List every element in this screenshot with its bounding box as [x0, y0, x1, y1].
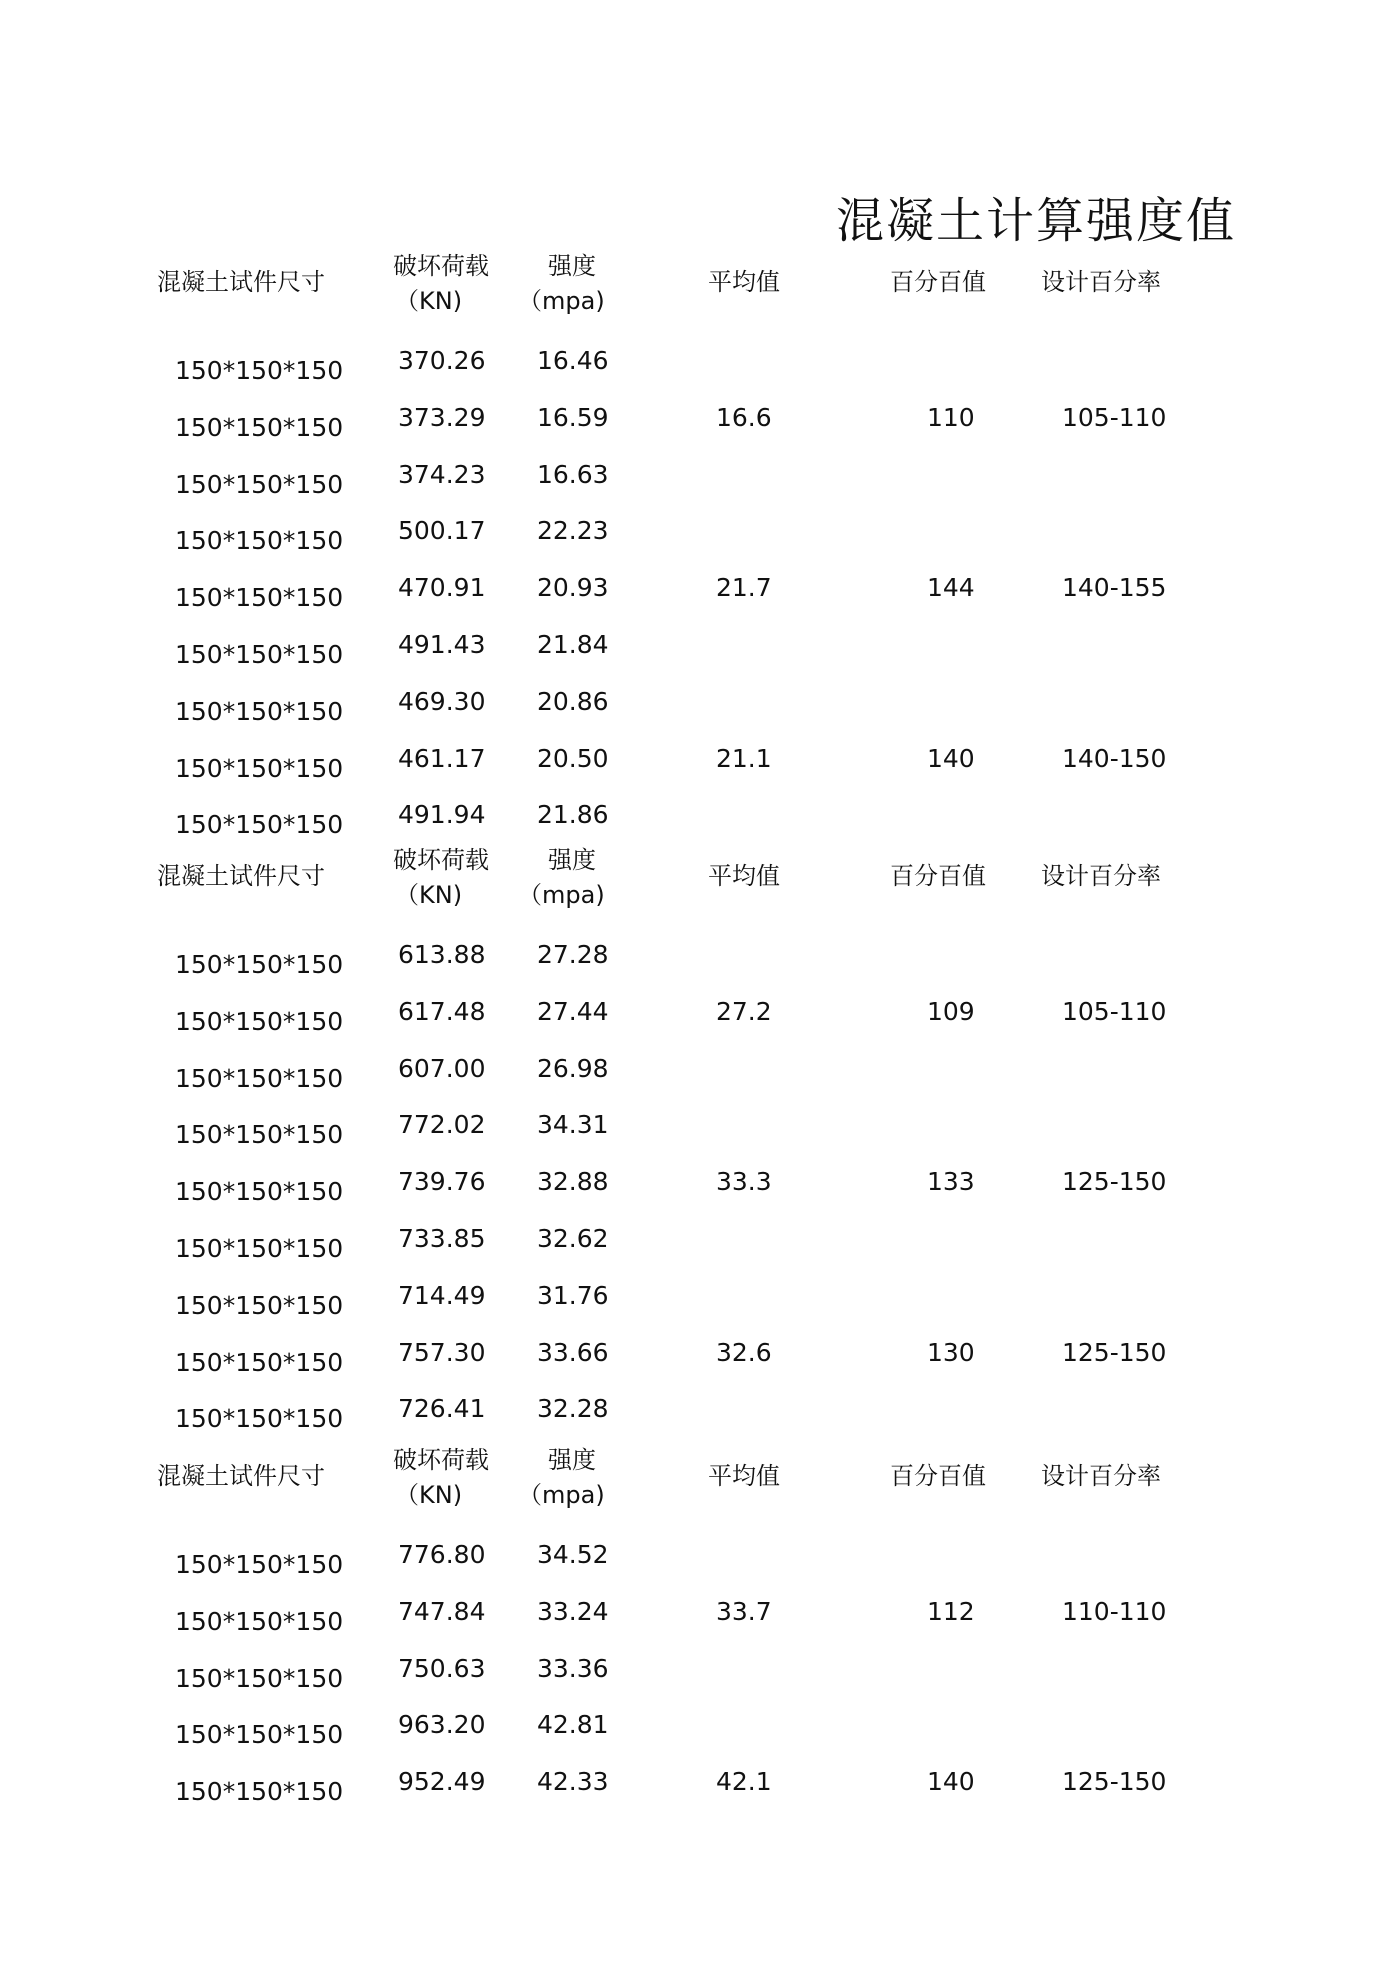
specimen-size: 150*150*150: [175, 469, 344, 499]
header-design: 设计百分率: [1041, 862, 1161, 890]
strength-value: 20.86: [537, 686, 609, 716]
strength-value: 42.33: [537, 1767, 609, 1797]
strength-value: 20.93: [537, 573, 609, 603]
strength-value: 34.31: [537, 1110, 609, 1140]
specimen-size: 150*150*150: [175, 696, 344, 726]
failure-load: 757.30: [398, 1337, 486, 1367]
strength-value: 21.86: [537, 800, 609, 830]
failure-load: 617.48: [398, 996, 486, 1026]
specimen-size: 150*150*150: [175, 810, 344, 840]
header-load-unit: （KN): [395, 287, 463, 315]
specimen-size: 150*150*150: [175, 1290, 344, 1320]
failure-load: 491.94: [398, 800, 486, 830]
strength-value: 33.24: [537, 1596, 609, 1626]
specimen-size: 150*150*150: [175, 526, 344, 556]
failure-load: 607.00: [398, 1053, 486, 1083]
failure-load: 750.63: [398, 1653, 486, 1683]
percent-value: 130: [927, 1337, 975, 1367]
design-percent-range: 105-110: [1062, 996, 1167, 1026]
header-size: 混凝土试件尺寸: [157, 268, 325, 296]
header-strength-unit: （mpa): [518, 881, 605, 909]
strength-value: 20.50: [537, 743, 609, 773]
header-load-unit: （KN): [395, 881, 463, 909]
percent-value: 109: [927, 996, 975, 1026]
strength-value: 16.46: [537, 346, 609, 375]
strength-value: 33.66: [537, 1337, 609, 1367]
header-design: 设计百分率: [1041, 1462, 1161, 1490]
percent-value: 140: [927, 1767, 975, 1797]
strength-value: 16.63: [537, 459, 609, 489]
header-strength: 强度: [548, 252, 596, 280]
header-load: 破坏荷载: [393, 252, 489, 280]
strength-value: 32.88: [537, 1167, 609, 1197]
average-value: 33.3: [716, 1167, 772, 1197]
specimen-size: 150*150*150: [175, 1120, 344, 1150]
specimen-size: 150*150*150: [175, 583, 344, 613]
failure-load: 461.17: [398, 743, 486, 773]
strength-value: 31.76: [537, 1280, 609, 1310]
failure-load: 747.84: [398, 1596, 486, 1626]
failure-load: 776.80: [398, 1540, 486, 1569]
failure-load: 963.20: [398, 1710, 486, 1740]
header-size: 混凝土试件尺寸: [157, 862, 325, 890]
average-value: 21.7: [716, 573, 772, 603]
strength-value: 16.59: [537, 402, 609, 432]
percent-value: 133: [927, 1167, 975, 1197]
specimen-size: 150*150*150: [175, 356, 344, 385]
header-percent: 百分百值: [890, 268, 986, 296]
header-average: 平均值: [708, 1462, 780, 1490]
percent-value: 110: [927, 402, 975, 432]
failure-load: 613.88: [398, 940, 486, 969]
average-value: 16.6: [716, 402, 772, 432]
specimen-size: 150*150*150: [175, 1720, 344, 1750]
design-percent-range: 140-150: [1062, 743, 1167, 773]
strength-value: 32.28: [537, 1394, 609, 1424]
specimen-size: 150*150*150: [175, 1404, 344, 1434]
header-strength-unit: （mpa): [518, 1481, 605, 1509]
strength-value: 33.36: [537, 1653, 609, 1683]
header-load: 破坏荷载: [393, 846, 489, 874]
strength-value: 21.84: [537, 630, 609, 659]
strength-value: 26.98: [537, 1053, 609, 1083]
strength-value: 27.28: [537, 940, 609, 969]
strength-value: 34.52: [537, 1540, 609, 1569]
design-percent-range: 125-150: [1062, 1767, 1167, 1797]
failure-load: 470.91: [398, 573, 486, 603]
failure-load: 952.49: [398, 1767, 486, 1797]
header-percent: 百分百值: [890, 862, 986, 890]
failure-load: 714.49: [398, 1280, 486, 1310]
header-strength: 强度: [548, 1446, 596, 1474]
header-load: 破坏荷载: [393, 1446, 489, 1474]
failure-load: 739.76: [398, 1167, 486, 1197]
percent-value: 112: [927, 1596, 975, 1626]
strength-value: 22.23: [537, 516, 609, 546]
failure-load: 772.02: [398, 1110, 486, 1140]
specimen-size: 150*150*150: [175, 1550, 344, 1579]
design-percent-range: 110-110: [1062, 1596, 1167, 1626]
failure-load: 733.85: [398, 1224, 486, 1253]
specimen-size: 150*150*150: [175, 1063, 344, 1093]
header-percent: 百分百值: [890, 1462, 986, 1490]
percent-value: 144: [927, 573, 975, 603]
specimen-size: 150*150*150: [175, 1006, 344, 1036]
specimen-size: 150*150*150: [175, 1234, 344, 1263]
percent-value: 140: [927, 743, 975, 773]
header-size: 混凝土试件尺寸: [157, 1462, 325, 1490]
failure-load: 469.30: [398, 686, 486, 716]
design-percent-range: 140-155: [1062, 573, 1167, 603]
specimen-size: 150*150*150: [175, 640, 344, 669]
specimen-size: 150*150*150: [175, 1347, 344, 1377]
average-value: 42.1: [716, 1767, 772, 1797]
average-value: 21.1: [716, 743, 772, 773]
strength-value: 32.62: [537, 1224, 609, 1253]
specimen-size: 150*150*150: [175, 950, 344, 979]
strength-value: 27.44: [537, 996, 609, 1026]
header-average: 平均值: [708, 268, 780, 296]
average-value: 32.6: [716, 1337, 772, 1367]
specimen-size: 150*150*150: [175, 1663, 344, 1693]
header-load-unit: （KN): [395, 1481, 463, 1509]
header-strength-unit: （mpa): [518, 287, 605, 315]
design-percent-range: 125-150: [1062, 1337, 1167, 1367]
specimen-size: 150*150*150: [175, 412, 344, 442]
header-average: 平均值: [708, 862, 780, 890]
header-design: 设计百分率: [1041, 268, 1161, 296]
specimen-size: 150*150*150: [175, 753, 344, 783]
failure-load: 726.41: [398, 1394, 486, 1424]
failure-load: 370.26: [398, 346, 486, 375]
header-strength: 强度: [548, 846, 596, 874]
specimen-size: 150*150*150: [175, 1177, 344, 1207]
average-value: 27.2: [716, 996, 772, 1026]
design-percent-range: 125-150: [1062, 1167, 1167, 1197]
failure-load: 491.43: [398, 630, 486, 659]
page-title: 混凝土计算强度值: [836, 193, 1237, 249]
strength-value: 42.81: [537, 1710, 609, 1740]
failure-load: 500.17: [398, 516, 486, 546]
specimen-size: 150*150*150: [175, 1606, 344, 1636]
failure-load: 374.23: [398, 459, 486, 489]
specimen-size: 150*150*150: [175, 1777, 344, 1807]
average-value: 33.7: [716, 1596, 772, 1626]
design-percent-range: 105-110: [1062, 402, 1167, 432]
failure-load: 373.29: [398, 402, 486, 432]
